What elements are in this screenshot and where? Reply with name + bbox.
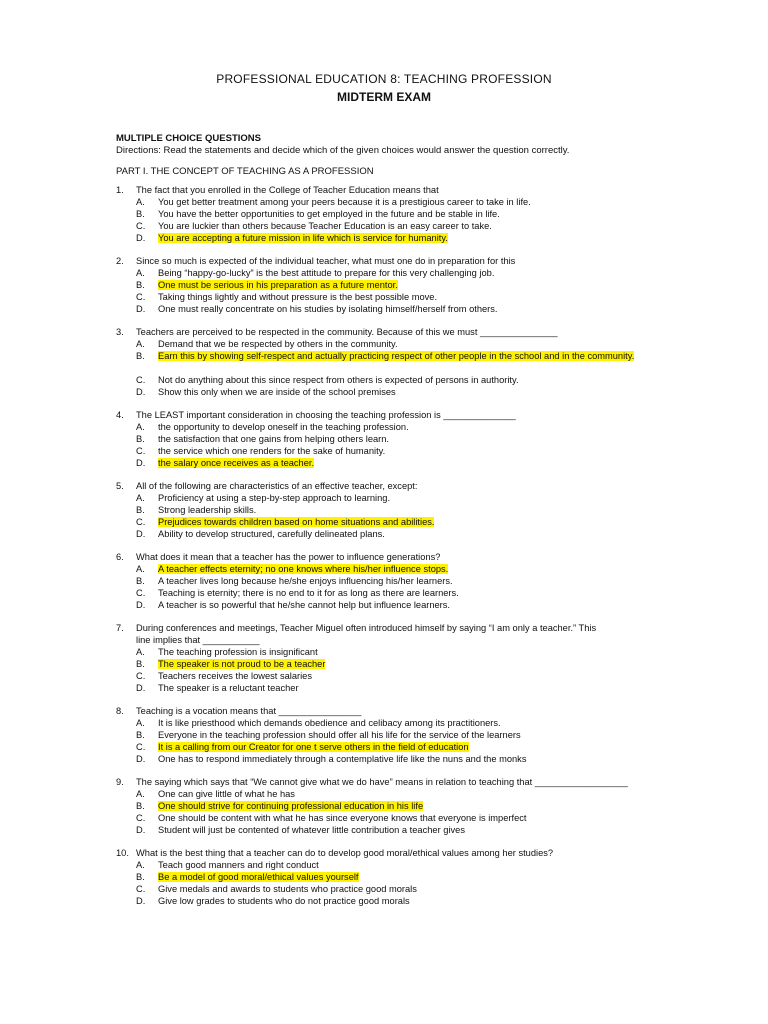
question-item — [0, 410, 768, 469]
option-text: It is like priesthood which demands obedience and celibacy among its practitioners. — [158, 718, 501, 729]
question-line — [0, 256, 768, 268]
option-text-wrapper — [158, 493, 390, 505]
question-text: All of the following are characteristics of an effective teacher, except: — [136, 481, 418, 492]
option-letter: B. — [136, 729, 145, 740]
option-text: One has to respond immediately through a contemplative life like the nuns and the monks — [158, 753, 527, 764]
answer-option — [0, 434, 768, 446]
option-text-wrapper — [158, 268, 494, 280]
answer-option — [0, 197, 768, 209]
answer-option — [0, 375, 768, 387]
question-number: 4. — [116, 410, 124, 421]
question-line — [0, 777, 768, 789]
answer-option — [0, 292, 768, 304]
question-item — [0, 327, 768, 398]
option-text: Proficiency at using a step-by-step approach to learning. — [158, 492, 391, 503]
answer-option — [0, 280, 768, 292]
option-text-wrapper — [158, 718, 501, 730]
option-text-wrapper — [158, 896, 410, 908]
option-text-wrapper — [158, 233, 448, 245]
option-text-wrapper — [158, 588, 459, 600]
answer-option — [0, 505, 768, 517]
option-letter: B. — [136, 208, 145, 219]
answer-option — [0, 529, 768, 541]
question-list — [0, 185, 768, 919]
option-text-wrapper — [158, 458, 314, 470]
option-letter: A. — [136, 718, 145, 729]
highlighted-answer: It is a calling from our Creator for one t serve others in the field of education — [158, 741, 469, 752]
option-text-wrapper — [158, 789, 295, 801]
option-text: You have the better opportunities to get employed in the future and be stable in life. — [158, 208, 500, 219]
option-letter: D. — [136, 753, 146, 764]
option-text-wrapper — [158, 576, 453, 588]
option-letter: A. — [136, 646, 145, 657]
answer-option — [0, 446, 768, 458]
option-letter: D. — [136, 599, 146, 610]
question-item — [0, 552, 768, 611]
option-text: You are luckier than others because Teacher Education is an easy career to take. — [158, 220, 492, 231]
option-text-wrapper — [158, 304, 498, 316]
option-letter: D. — [136, 824, 146, 835]
option-text-wrapper — [158, 600, 450, 612]
answer-option — [0, 754, 768, 766]
question-text: Since so much is expected of the individual teacher, what must one do in preparation for this — [136, 256, 516, 267]
option-text-wrapper — [158, 754, 526, 766]
answer-option — [0, 517, 768, 529]
option-text-wrapper — [158, 375, 519, 387]
option-text-wrapper — [158, 730, 521, 742]
option-letter: B. — [136, 433, 145, 444]
answer-option — [0, 742, 768, 754]
question-item — [0, 185, 768, 244]
question-line — [0, 552, 768, 564]
option-text: Demand that we be respected by others in the community. — [158, 338, 398, 349]
option-text: Teachers receives the lowest salaries — [158, 670, 312, 681]
option-letter: A. — [136, 196, 145, 207]
option-text-wrapper — [158, 564, 448, 576]
option-text-wrapper — [158, 209, 500, 221]
option-letter: C. — [136, 587, 146, 598]
question-number: 9. — [116, 777, 124, 788]
question-text: What is the best thing that a teacher can do to develop good moral/ethical values among her studies? — [136, 848, 554, 859]
answer-option — [0, 268, 768, 280]
option-text-wrapper — [158, 422, 409, 434]
option-text-wrapper — [158, 197, 531, 209]
option-text-wrapper — [158, 647, 318, 659]
option-text-wrapper — [158, 825, 465, 837]
question-number: 6. — [116, 552, 124, 563]
option-text: The teaching profession is insignificant — [158, 646, 318, 657]
question-item — [0, 777, 768, 836]
option-text-wrapper — [158, 860, 319, 872]
answer-option — [0, 671, 768, 683]
option-letter: C. — [136, 220, 146, 231]
question-number: 2. — [116, 256, 124, 267]
option-letter: D. — [136, 303, 146, 314]
option-text: the service which one renders for the sake of humanity. — [158, 445, 386, 456]
question-item — [0, 481, 768, 540]
answer-option — [0, 493, 768, 505]
question-text: What does it mean that a teacher has the power to influence generations? — [136, 552, 441, 563]
option-letter: B. — [136, 504, 145, 515]
question-item — [0, 706, 768, 765]
question-number: 1. — [116, 185, 124, 195]
exam-title: PROFESSIONAL EDUCATION 8: TEACHING PROFESSION — [216, 72, 552, 86]
option-letter: A. — [136, 338, 145, 349]
directions-text: Directions: Read the statements and decide which of the given choices would answer the question correctly. — [116, 145, 570, 156]
option-letter: B. — [136, 872, 145, 883]
option-text: A teacher lives long because he/she enjoys influencing his/her learners. — [158, 575, 453, 586]
answer-option — [0, 600, 768, 612]
question-number: 7. — [116, 623, 124, 634]
highlighted-answer: Be a model of good moral/ethical values yourself — [158, 872, 359, 883]
option-text: Give medals and awards to students who practice good morals — [158, 883, 417, 894]
option-text: Teaching is eternity; there is no end to it for as long as there are learners. — [158, 587, 459, 598]
option-letter: C. — [136, 374, 146, 385]
highlighted-answer: A teacher effects eternity; no one knows where his/her influence stops. — [158, 564, 449, 575]
highlighted-answer: One should strive for continuing professional education in his life — [158, 800, 424, 811]
option-letter: C. — [136, 291, 146, 302]
question-text: The fact that you enrolled in the College of Teacher Education means that — [136, 185, 439, 195]
highlighted-answer: the salary once receives as a teacher. — [158, 457, 315, 468]
answer-option — [0, 647, 768, 659]
option-text-wrapper — [158, 872, 359, 884]
option-text-wrapper — [158, 446, 385, 458]
option-letter: A. — [136, 421, 145, 432]
answer-option — [0, 564, 768, 576]
question-line — [0, 623, 768, 647]
option-text-wrapper — [158, 221, 492, 233]
part-heading: PART I. THE CONCEPT OF TEACHING AS A PROFESSION — [116, 166, 374, 177]
answer-option — [0, 659, 768, 671]
question-item — [0, 623, 768, 694]
answer-option — [0, 339, 768, 351]
option-letter: A. — [136, 789, 145, 800]
highlighted-answer: Earn this by showing self-respect and actually practicing respect of other people in the school and in the community. — [158, 350, 635, 361]
option-letter: C. — [136, 812, 146, 823]
option-text: A teacher is so powerful that he/she cannot help but influence learners. — [158, 599, 451, 610]
answer-option — [0, 825, 768, 837]
option-letter: C. — [136, 516, 146, 527]
answer-option — [0, 351, 768, 375]
answer-option — [0, 789, 768, 801]
question-item — [0, 256, 768, 315]
answer-option — [0, 221, 768, 233]
answer-option — [0, 872, 768, 884]
question-text: Teaching is a vocation means that ________________ — [136, 706, 362, 717]
answer-option — [0, 730, 768, 742]
option-letter: C. — [136, 741, 146, 752]
option-text: Everyone in the teaching profession should offer all his life for the service of the learners — [158, 729, 521, 740]
option-text: Not do anything about this since respect from others is expected of persons in authority. — [158, 374, 519, 385]
question-line — [0, 481, 768, 493]
question-line — [0, 327, 768, 339]
option-text: the opportunity to develop oneself in the teaching profession. — [158, 421, 409, 432]
option-letter: D. — [136, 232, 146, 243]
option-text: One should be content with what he has since everyone knows that everyone is imperfect — [158, 812, 527, 823]
option-letter: C. — [136, 670, 146, 681]
option-text-wrapper — [158, 683, 299, 695]
option-text: Strong leadership skills. — [158, 504, 257, 515]
question-number: 5. — [116, 481, 124, 492]
section-title: MULTIPLE CHOICE QUESTIONS — [116, 133, 261, 144]
answer-option — [0, 588, 768, 600]
option-text-wrapper — [158, 505, 256, 517]
answer-option — [0, 801, 768, 813]
question-number: 10. — [116, 848, 129, 859]
option-text: Taking things lightly and without pressure is the best possible move. — [158, 291, 438, 302]
question-number: 3. — [116, 327, 124, 338]
question-text: The saying which says that “We cannot give what we do have” means in relation to teaching that __________________ — [136, 777, 628, 788]
option-letter: C. — [136, 445, 146, 456]
option-text-wrapper — [158, 339, 398, 351]
exam-subtitle: MIDTERM EXAM — [337, 90, 431, 104]
option-text: The speaker is a reluctant teacher — [158, 682, 299, 693]
answer-option — [0, 884, 768, 896]
option-text-wrapper — [158, 529, 385, 541]
question-line — [0, 706, 768, 718]
answer-option — [0, 576, 768, 588]
option-letter: D. — [136, 682, 146, 693]
option-letter: A. — [136, 564, 145, 575]
question-text: Teachers are perceived to be respected in the community. Because of this we must _______________ — [136, 327, 558, 338]
highlighted-answer: The speaker is not proud to be a teacher — [158, 658, 326, 669]
option-text-wrapper — [158, 659, 325, 671]
option-text-wrapper — [158, 884, 417, 896]
option-text: You get better treatment among your peers because it is a prestigious career to take in life. — [158, 196, 531, 207]
option-letter: A. — [136, 492, 145, 503]
answer-option — [0, 860, 768, 872]
answer-option — [0, 896, 768, 908]
question-text: During conferences and meetings, Teacher Miguel often introduced himself by saying “I am only a teacher.” This line implies that ___________ — [136, 623, 597, 646]
answer-option — [0, 813, 768, 825]
answer-option — [0, 683, 768, 695]
option-text: One can give little of what he has — [158, 789, 295, 800]
option-letter: D. — [136, 528, 146, 539]
option-letter: B. — [136, 279, 145, 290]
question-text: The LEAST important consideration in choosing the teaching profession is ______________ — [136, 410, 516, 421]
option-text-wrapper — [158, 671, 312, 683]
option-letter: A. — [136, 860, 145, 871]
answer-option — [0, 458, 768, 470]
answer-option — [0, 387, 768, 399]
highlighted-answer: You are accepting a future mission in life which is service for humanity. — [158, 232, 448, 243]
answer-option — [0, 233, 768, 245]
option-text-wrapper — [158, 351, 638, 363]
answer-option — [0, 304, 768, 316]
question-line — [0, 848, 768, 860]
option-letter: B. — [136, 800, 145, 811]
option-letter: B. — [136, 350, 145, 361]
option-text-wrapper — [158, 517, 434, 529]
option-letter: A. — [136, 267, 145, 278]
answer-option — [0, 422, 768, 434]
highlighted-answer: Prejudices towards children based on home situations and abilities. — [158, 516, 435, 527]
question-number: 8. — [116, 706, 124, 717]
option-text: Ability to develop structured, carefully delineated plans. — [158, 528, 385, 539]
option-text-wrapper — [158, 280, 398, 292]
option-letter: B. — [136, 658, 145, 669]
question-item — [0, 848, 768, 907]
option-text: Student will just be contented of whatever little contribution a teacher gives — [158, 824, 465, 835]
option-text-wrapper — [158, 387, 396, 399]
option-text: the satisfaction that one gains from helping others learn. — [158, 433, 390, 444]
question-line — [0, 410, 768, 422]
option-text-wrapper — [158, 742, 469, 754]
answer-option — [0, 718, 768, 730]
option-text: Show this only when we are inside of the school premises — [158, 386, 396, 397]
option-text-wrapper — [158, 801, 423, 813]
option-text-wrapper — [158, 292, 437, 304]
option-text-wrapper — [158, 434, 389, 446]
option-text: One must really concentrate on his studies by isolating himself/herself from others. — [158, 303, 498, 314]
question-line — [0, 185, 768, 197]
answer-option — [0, 209, 768, 221]
option-text-wrapper — [158, 813, 526, 825]
option-letter: C. — [136, 883, 146, 894]
option-letter: D. — [136, 386, 146, 397]
highlighted-answer: One must be serious in his preparation as a future mentor. — [158, 279, 398, 290]
option-text: Teach good manners and right conduct — [158, 860, 319, 871]
option-text: Being “happy-go-lucky” is the best attitude to prepare for this very challenging job. — [158, 267, 495, 278]
option-text: Give low grades to students who do not practice good morals — [158, 895, 410, 906]
option-letter: D. — [136, 457, 146, 468]
option-letter: B. — [136, 575, 145, 586]
option-letter: D. — [136, 895, 146, 906]
